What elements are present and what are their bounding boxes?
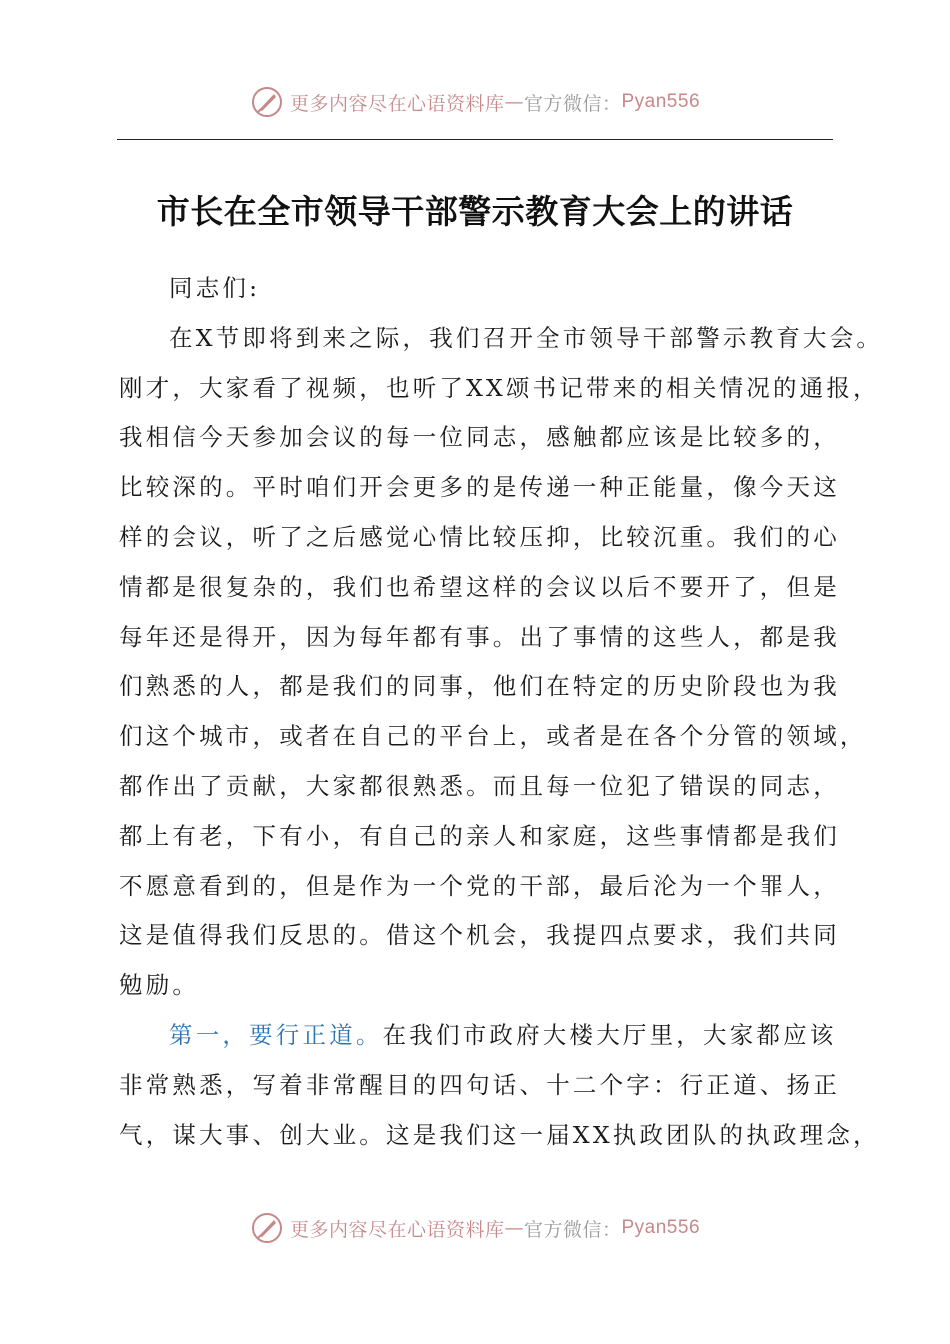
quill-logo-icon: [250, 85, 284, 119]
header-watermark: [0, 82, 950, 122]
watermark-dash: —: [504, 1217, 524, 1239]
watermark-main-text: 更多内容尽在心语资料库: [289, 92, 505, 115]
paragraph-line: 都作出了贡献，大家都很熟悉。而且每一位犯了错误的同志，: [119, 771, 840, 800]
quill-logo-icon: [250, 1211, 284, 1245]
section1-first-line: [119, 1011, 849, 1061]
paragraph-line: 每年还是得开，因为每年都有事。出了事情的这些人，都是我: [119, 622, 840, 651]
footer-watermark: [0, 1208, 950, 1248]
paragraph-line: 我相信今天参加会议的每一位同志，感触都应该是比较多的，: [119, 423, 840, 452]
paragraph-line: 在X节即将到来之际，我们召开全市领导干部警示教育大会。: [169, 323, 884, 352]
watermark-wechat-id: Pyan556: [621, 91, 701, 112]
paragraph-line: 情都是很复杂的，我们也希望这样的会议以后不要开了，但是: [119, 572, 840, 601]
paragraph-line: 们熟悉的人，都是我们的同事，他们在特定的历史阶段也为我: [119, 672, 840, 701]
watermark-main-text: 更多内容尽在心语资料库: [289, 1218, 505, 1241]
paragraph-line: 这是值得我们反思的。借这个机会，我提四点要求，我们共同: [119, 921, 840, 950]
paragraph-line: 都上有老，下有小，有自己的亲人和家庭，这些事情都是我们: [119, 821, 840, 850]
speech-body: [119, 264, 884, 1160]
paragraph-line: 勉励。: [119, 971, 200, 1000]
section1-first-line-text: 在我们市政府大楼大厅里，大家都应该: [382, 1020, 837, 1049]
watermark-wechat-id: Pyan556: [621, 1217, 701, 1238]
paragraph-line: 不愿意看到的，但是作为一个党的干部，最后沦为一个罪人，: [119, 871, 840, 900]
paragraph-line: 样的会议，听了之后感觉心情比较压抑，比较沉重。我们的心: [119, 522, 840, 551]
header-divider: [117, 139, 833, 140]
paragraph-line: 刚才，大家看了视频，也听了XX颂书记带来的相关情况的通报，: [119, 373, 880, 402]
paragraph-line: 非常熟悉，写着非常醒目的四句话、十二个字：行正道、扬正: [119, 1070, 840, 1099]
paragraph-line: 们这个城市，或者在自己的平台上，或者是在各个分管的领域，: [119, 722, 867, 751]
salutation: 同志们:: [169, 274, 261, 302]
watermark-official-label: 官方微信：: [523, 1218, 622, 1241]
section1-heading: 第一，要行正道。: [169, 1020, 383, 1049]
paragraph-line: 比较深的。平时咱们开会更多的是传递一种正能量，像今天这: [119, 473, 840, 502]
paragraph-line: 气，谋大事、创大业。这是我们这一届XX执政团队的执政理念，: [119, 1120, 880, 1149]
watermark-dash: —: [504, 91, 524, 113]
document-title: 市长在全市领导干部警示教育大会上的讲话: [156, 192, 794, 231]
watermark-official-label: 官方微信：: [523, 92, 622, 115]
